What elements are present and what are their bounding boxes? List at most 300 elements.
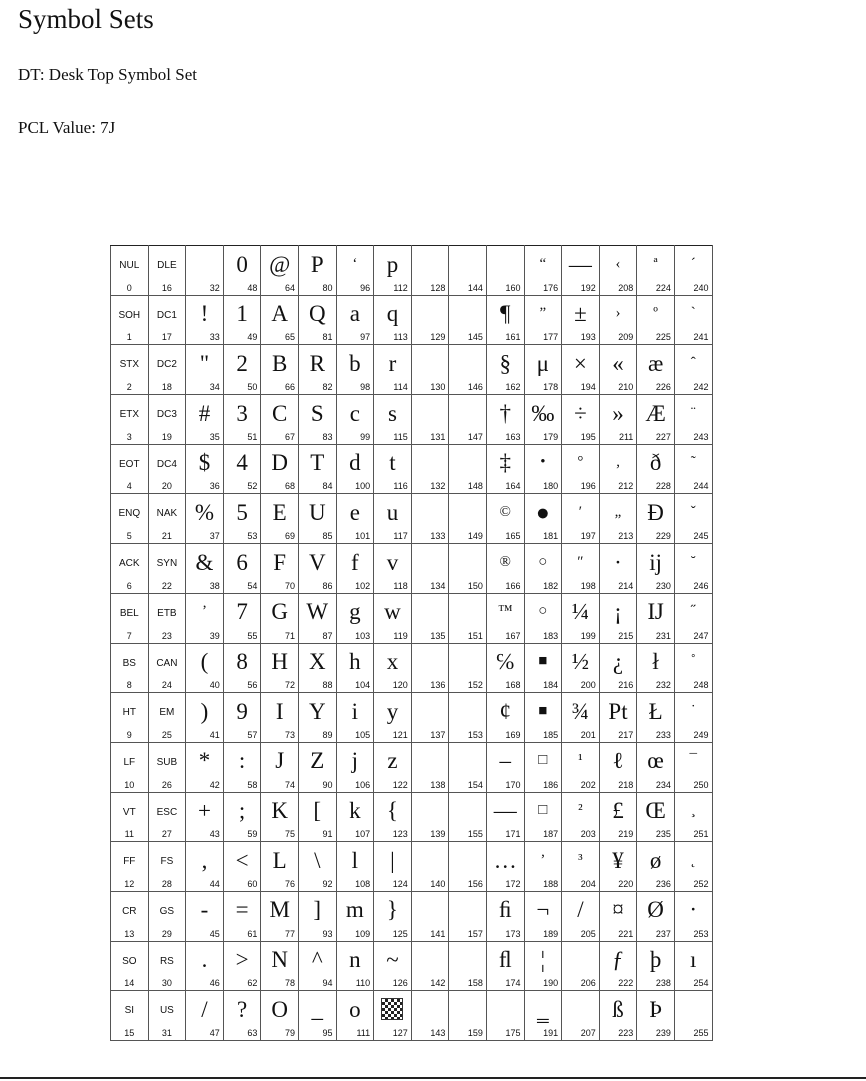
- symbol-glyph: [449, 994, 486, 1024]
- symbol-code: 65: [284, 332, 295, 343]
- symbol-glyph: ®: [499, 553, 511, 570]
- symbol-cell: [186, 544, 224, 594]
- symbol-code: 105: [355, 729, 371, 740]
- symbol-code: 191: [543, 1028, 559, 1038]
- symbol-glyph: ˙: [690, 702, 696, 719]
- symbol-cell: [261, 693, 299, 743]
- symbol-code: 111: [356, 1028, 371, 1038]
- symbol-glyph: ^: [311, 947, 323, 973]
- symbol-cell: [524, 246, 562, 296]
- symbol-code: 19: [161, 431, 172, 442]
- symbol-glyph: LF: [123, 756, 136, 768]
- symbol-cell: [562, 891, 600, 941]
- symbol-cell: [637, 693, 675, 743]
- symbol-code: 204: [580, 878, 596, 889]
- symbol-code: 108: [355, 878, 371, 889]
- symbol-code: 129: [430, 332, 446, 343]
- symbol-cell: [336, 842, 374, 892]
- symbol-code: 137: [430, 729, 446, 740]
- symbol-glyph: ℓ: [612, 748, 624, 774]
- symbol-glyph: `: [690, 305, 696, 322]
- symbol-cell: [411, 295, 449, 345]
- symbol-cell: [223, 991, 261, 1041]
- symbol-cell: [298, 941, 336, 991]
- symbol-code: 20: [161, 481, 172, 492]
- symbol-code: 117: [393, 531, 408, 542]
- symbol-code: 3: [126, 431, 132, 442]
- symbol-glyph: ©: [499, 503, 511, 520]
- symbol-code: 36: [209, 481, 220, 492]
- symbol-code: 168: [505, 680, 521, 691]
- symbol-cell: [374, 693, 412, 743]
- symbol-cell: [223, 295, 261, 345]
- symbol-glyph: «: [612, 350, 624, 376]
- symbol-cell: [186, 246, 224, 296]
- symbol-code: 139: [430, 829, 446, 840]
- symbol-cell: [486, 842, 524, 892]
- symbol-cell: [374, 593, 412, 643]
- symbol-code: 24: [161, 680, 172, 691]
- symbol-code: 40: [209, 680, 220, 691]
- symbol-glyph: 1: [236, 301, 248, 327]
- symbol-code: 45: [209, 928, 220, 939]
- symbol-code: 159: [467, 1028, 483, 1038]
- symbol-code: 205: [580, 928, 596, 939]
- symbol-code: 35: [209, 431, 220, 442]
- symbol-glyph: œ: [647, 748, 664, 774]
- symbol-cell: [336, 891, 374, 941]
- symbol-glyph: [412, 448, 449, 478]
- symbol-cell: [186, 693, 224, 743]
- symbol-glyph: m: [345, 897, 364, 923]
- symbol-glyph: p: [386, 251, 399, 277]
- symbol-cell: [111, 544, 149, 594]
- symbol-cell: [223, 345, 261, 395]
- symbol-code: 231: [655, 630, 671, 641]
- symbol-code: 214: [618, 580, 634, 591]
- symbol-glyph: ˆ: [690, 354, 696, 371]
- symbol-cell: [223, 246, 261, 296]
- symbol-code: 26: [161, 779, 172, 790]
- symbol-glyph: [412, 497, 449, 527]
- symbol-code: 68: [284, 481, 295, 492]
- symbol-glyph: ¥: [612, 847, 624, 873]
- symbol-cell: [223, 444, 261, 494]
- symbol-cell: [599, 444, 637, 494]
- symbol-code: 171: [505, 829, 521, 840]
- symbol-glyph: 4: [236, 450, 248, 476]
- symbol-code: 246: [693, 580, 709, 591]
- symbol-glyph: 3: [236, 400, 248, 426]
- symbol-code: 233: [655, 729, 671, 740]
- symbol-glyph: STX: [119, 359, 140, 371]
- symbol-cell: [336, 295, 374, 345]
- symbol-code: 165: [505, 531, 521, 542]
- symbol-glyph: ˝: [690, 603, 696, 620]
- symbol-code: 32: [209, 282, 220, 293]
- symbol-cell: [486, 643, 524, 693]
- symbol-code: 221: [618, 928, 634, 939]
- symbol-cell: [486, 991, 524, 1041]
- symbol-glyph: d: [349, 450, 361, 476]
- symbol-cell: [298, 494, 336, 544]
- symbol-cell: [223, 395, 261, 445]
- symbol-glyph: k: [349, 798, 361, 824]
- symbol-code: 42: [209, 779, 220, 790]
- symbol-cell: [336, 395, 374, 445]
- symbol-code: 136: [430, 680, 446, 691]
- symbol-cell: [524, 345, 562, 395]
- symbol-code: 79: [284, 1028, 295, 1038]
- table-row: [111, 593, 713, 643]
- symbol-cell: [449, 444, 487, 494]
- symbol-code: 125: [392, 928, 408, 939]
- symbol-cell: [674, 544, 712, 594]
- symbol-code: 101: [355, 531, 371, 542]
- symbol-glyph: ﬁ: [498, 897, 512, 923]
- symbol-cell: [374, 991, 412, 1041]
- symbol-code: 6: [126, 580, 132, 591]
- symbol-cell: [599, 991, 637, 1041]
- symbol-code: 89: [322, 729, 333, 740]
- symbol-code: 144: [467, 282, 483, 293]
- symbol-glyph: [449, 249, 486, 279]
- symbol-glyph: [449, 796, 486, 826]
- symbol-cell: [562, 345, 600, 395]
- symbol-glyph: CR: [122, 905, 137, 917]
- symbol-glyph: ¹: [578, 752, 583, 769]
- symbol-cell: [186, 891, 224, 941]
- symbol-code: 237: [655, 928, 671, 939]
- symbol-glyph: L: [272, 847, 287, 873]
- symbol-code: 156: [467, 878, 483, 889]
- symbol-cell: [674, 246, 712, 296]
- symbol-glyph: V: [308, 549, 326, 575]
- symbol-glyph: I: [275, 698, 284, 724]
- table-row: [111, 941, 713, 991]
- symbol-code: 226: [655, 382, 671, 393]
- symbol-code: 119: [393, 630, 408, 641]
- symbol-cell: [637, 395, 675, 445]
- symbol-cell: [449, 693, 487, 743]
- symbol-code: 177: [543, 332, 559, 343]
- symbol-cell: [637, 544, 675, 594]
- symbol-code: 140: [430, 878, 446, 889]
- symbol-cell: [637, 494, 675, 544]
- symbol-cell: [261, 345, 299, 395]
- symbol-code: 94: [322, 978, 333, 989]
- symbol-glyph: v: [386, 549, 399, 575]
- symbol-glyph: N: [271, 947, 288, 973]
- symbol-code: 44: [209, 878, 220, 889]
- symbol-cell: [637, 643, 675, 693]
- symbol-glyph: ²: [578, 802, 583, 819]
- symbol-glyph: c: [349, 400, 360, 426]
- symbol-code: 239: [655, 1028, 671, 1038]
- symbol-code: 240: [693, 282, 709, 293]
- symbol-code: 219: [618, 829, 634, 840]
- symbol-cell: [148, 842, 186, 892]
- symbol-code: 215: [618, 630, 634, 641]
- symbol-code: 61: [247, 928, 258, 939]
- symbol-glyph: ESC: [156, 806, 178, 818]
- symbol-code: 151: [467, 630, 483, 641]
- table-row: [111, 295, 713, 345]
- symbol-cell: [524, 842, 562, 892]
- symbol-code: 31: [161, 1028, 172, 1038]
- symbol-cell: [486, 444, 524, 494]
- checker-glyph: [381, 998, 403, 1020]
- symbol-code: 243: [693, 431, 709, 442]
- symbol-code: 5: [126, 531, 132, 542]
- symbol-code: 188: [543, 878, 559, 889]
- symbol-glyph: W: [306, 599, 329, 625]
- symbol-glyph: ~: [386, 947, 399, 973]
- symbol-cell: [486, 593, 524, 643]
- symbol-glyph: ƒ: [612, 947, 624, 973]
- symbol-glyph: ½: [571, 649, 590, 674]
- symbol-code: 217: [618, 729, 634, 740]
- symbol-cell: [374, 295, 412, 345]
- symbol-code: 113: [393, 332, 408, 343]
- symbol-code: 183: [543, 630, 559, 641]
- symbol-glyph: [412, 249, 449, 279]
- symbol-glyph: ○: [538, 553, 548, 570]
- symbol-glyph: [487, 249, 524, 279]
- symbol-glyph: t: [389, 450, 396, 476]
- symbol-glyph: VT: [122, 806, 136, 818]
- symbol-cell: [637, 941, 675, 991]
- symbol-code: 93: [322, 928, 333, 939]
- symbol-code: 39: [209, 630, 220, 641]
- symbol-glyph: ■: [538, 653, 548, 669]
- symbol-code: 210: [618, 382, 634, 393]
- symbol-code: 53: [247, 531, 258, 542]
- symbol-cell: [336, 991, 374, 1041]
- symbol-cell: [562, 991, 600, 1041]
- table-row: [111, 742, 713, 792]
- symbol-code: 112: [393, 282, 408, 293]
- table-row: [111, 246, 713, 296]
- symbol-glyph: Ł: [648, 698, 663, 724]
- symbol-cell: [148, 941, 186, 991]
- symbol-cell: [261, 643, 299, 693]
- symbol-cell: [298, 444, 336, 494]
- symbol-glyph: /: [577, 897, 584, 923]
- symbol-code: 23: [161, 630, 172, 641]
- symbol-cell: [111, 792, 149, 842]
- symbol-glyph: ª: [653, 255, 658, 272]
- symbol-glyph: [: [313, 798, 322, 824]
- symbol-cell: [223, 693, 261, 743]
- symbol-cell: [298, 593, 336, 643]
- symbol-cell: [674, 792, 712, 842]
- symbol-cell: [261, 941, 299, 991]
- symbol-cell: [111, 444, 149, 494]
- symbol-cell: [261, 891, 299, 941]
- symbol-glyph: [449, 348, 486, 378]
- symbol-code: 41: [209, 729, 220, 740]
- symbol-code: 170: [505, 779, 521, 790]
- symbol-code: 241: [693, 332, 709, 343]
- symbol-code: 249: [693, 729, 709, 740]
- symbol-glyph: [449, 746, 486, 776]
- symbol-glyph: s: [387, 400, 397, 426]
- symbol-code: 120: [392, 680, 408, 691]
- symbol-glyph: –: [499, 748, 511, 774]
- symbol-code: 15: [124, 1028, 135, 1038]
- symbol-glyph: ˚: [690, 653, 696, 669]
- symbol-cell: [261, 742, 299, 792]
- symbol-glyph: DC2: [156, 359, 177, 371]
- symbol-code: 102: [355, 580, 371, 591]
- table-row: [111, 494, 713, 544]
- symbol-cell: [223, 643, 261, 693]
- symbol-code: 96: [360, 282, 371, 293]
- symbol-code: 127: [392, 1028, 408, 1038]
- symbol-cell: [674, 444, 712, 494]
- symbol-code: 173: [505, 928, 521, 939]
- symbol-glyph: ”: [539, 305, 547, 322]
- symbol-glyph: †: [499, 400, 511, 426]
- symbol-glyph: y: [386, 698, 399, 724]
- page-title: Symbol Sets: [18, 4, 154, 34]
- symbol-glyph: ł: [652, 649, 659, 674]
- symbol-glyph: +: [197, 798, 211, 824]
- symbol-glyph: GS: [159, 905, 175, 917]
- symbol-code: 157: [467, 928, 483, 939]
- symbol-cell: [524, 593, 562, 643]
- symbol-code: 189: [543, 928, 559, 939]
- symbol-cell: [637, 792, 675, 842]
- symbol-glyph: .: [201, 947, 208, 973]
- symbol-code: 253: [693, 928, 709, 939]
- table-row: [111, 395, 713, 445]
- table-row: [111, 345, 713, 395]
- symbol-cell: [599, 494, 637, 544]
- symbol-cell: [298, 345, 336, 395]
- symbol-cell: [298, 792, 336, 842]
- symbol-code: 55: [247, 630, 258, 641]
- symbol-cell: [524, 792, 562, 842]
- symbol-cell: [674, 991, 712, 1041]
- symbol-cell: [148, 295, 186, 345]
- symbol-cell: [223, 941, 261, 991]
- symbol-glyph: (: [200, 649, 209, 674]
- symbol-cell: [223, 842, 261, 892]
- symbol-glyph: T: [310, 450, 325, 476]
- symbol-glyph: [412, 348, 449, 378]
- symbol-code: 88: [322, 680, 333, 691]
- symbol-glyph: [412, 647, 449, 677]
- symbol-glyph: ’: [201, 603, 207, 620]
- symbol-cell: [186, 941, 224, 991]
- symbol-cell: [486, 941, 524, 991]
- symbol-cell: [411, 792, 449, 842]
- symbol-cell: [148, 593, 186, 643]
- symbol-glyph: ¤: [612, 897, 624, 923]
- symbol-code: 186: [543, 779, 559, 790]
- symbol-glyph: 6: [236, 549, 248, 575]
- symbol-glyph: ¼: [571, 599, 590, 625]
- symbol-cell: [111, 842, 149, 892]
- symbol-code: 197: [580, 531, 596, 542]
- symbol-cell: [486, 295, 524, 345]
- symbol-code: 164: [505, 481, 521, 492]
- symbol-cell: [223, 742, 261, 792]
- symbol-set-name: DT: Desk Top Symbol Set: [18, 65, 197, 84]
- symbol-glyph: ′: [578, 503, 583, 520]
- symbol-code: 158: [467, 978, 483, 989]
- symbol-code: 161: [505, 332, 521, 343]
- symbol-cell: [599, 792, 637, 842]
- symbol-cell: [637, 444, 675, 494]
- symbol-code: 172: [505, 878, 521, 889]
- symbol-glyph: Y: [308, 698, 326, 724]
- symbol-code: 196: [580, 481, 596, 492]
- symbol-glyph: r: [388, 350, 397, 376]
- symbol-cell: [562, 494, 600, 544]
- symbol-cell: [223, 593, 261, 643]
- symbol-code: 46: [209, 978, 220, 989]
- symbol-glyph: %: [194, 499, 215, 525]
- symbol-glyph: [412, 696, 449, 726]
- symbol-code: 209: [618, 332, 634, 343]
- symbol-glyph: 5: [236, 499, 248, 525]
- symbol-glyph: J: [275, 748, 285, 774]
- symbol-glyph: ˜: [690, 454, 696, 471]
- symbol-glyph: °: [577, 454, 584, 471]
- symbol-cell: [186, 444, 224, 494]
- symbol-code: 208: [618, 282, 634, 293]
- symbol-glyph: ¨: [690, 404, 696, 421]
- symbol-glyph: >: [235, 947, 249, 973]
- symbol-code: 166: [505, 580, 521, 591]
- symbol-cell: [186, 593, 224, 643]
- symbol-cell: [336, 544, 374, 594]
- symbol-cell: [411, 593, 449, 643]
- symbol-code: 134: [430, 580, 446, 591]
- symbol-code: 13: [124, 928, 135, 939]
- symbol-code: 76: [284, 878, 295, 889]
- symbol-code: 98: [360, 382, 371, 393]
- symbol-cell: [336, 693, 374, 743]
- symbol-code: 99: [360, 431, 371, 442]
- symbol-cell: [411, 941, 449, 991]
- symbol-cell: [374, 345, 412, 395]
- symbol-cell: [261, 593, 299, 643]
- symbol-cell: [562, 792, 600, 842]
- symbol-cell: [562, 395, 600, 445]
- symbol-glyph: 7: [236, 599, 248, 625]
- symbol-glyph: —: [493, 798, 517, 824]
- symbol-code: 242: [693, 382, 709, 393]
- symbol-code: 18: [161, 382, 172, 393]
- symbol-code: 107: [355, 829, 371, 840]
- symbol-code: 135: [430, 630, 446, 641]
- symbol-cell: [261, 792, 299, 842]
- symbol-code: 193: [580, 332, 596, 343]
- symbol-cell: [524, 544, 562, 594]
- symbol-code: 58: [247, 779, 258, 790]
- symbol-glyph: {: [386, 798, 398, 824]
- symbol-cell: [486, 395, 524, 445]
- symbol-glyph: Þ: [649, 996, 662, 1022]
- table-row: [111, 891, 713, 941]
- symbol-glyph: [449, 398, 486, 428]
- symbol-cell: [486, 693, 524, 743]
- symbol-code: 232: [655, 680, 671, 691]
